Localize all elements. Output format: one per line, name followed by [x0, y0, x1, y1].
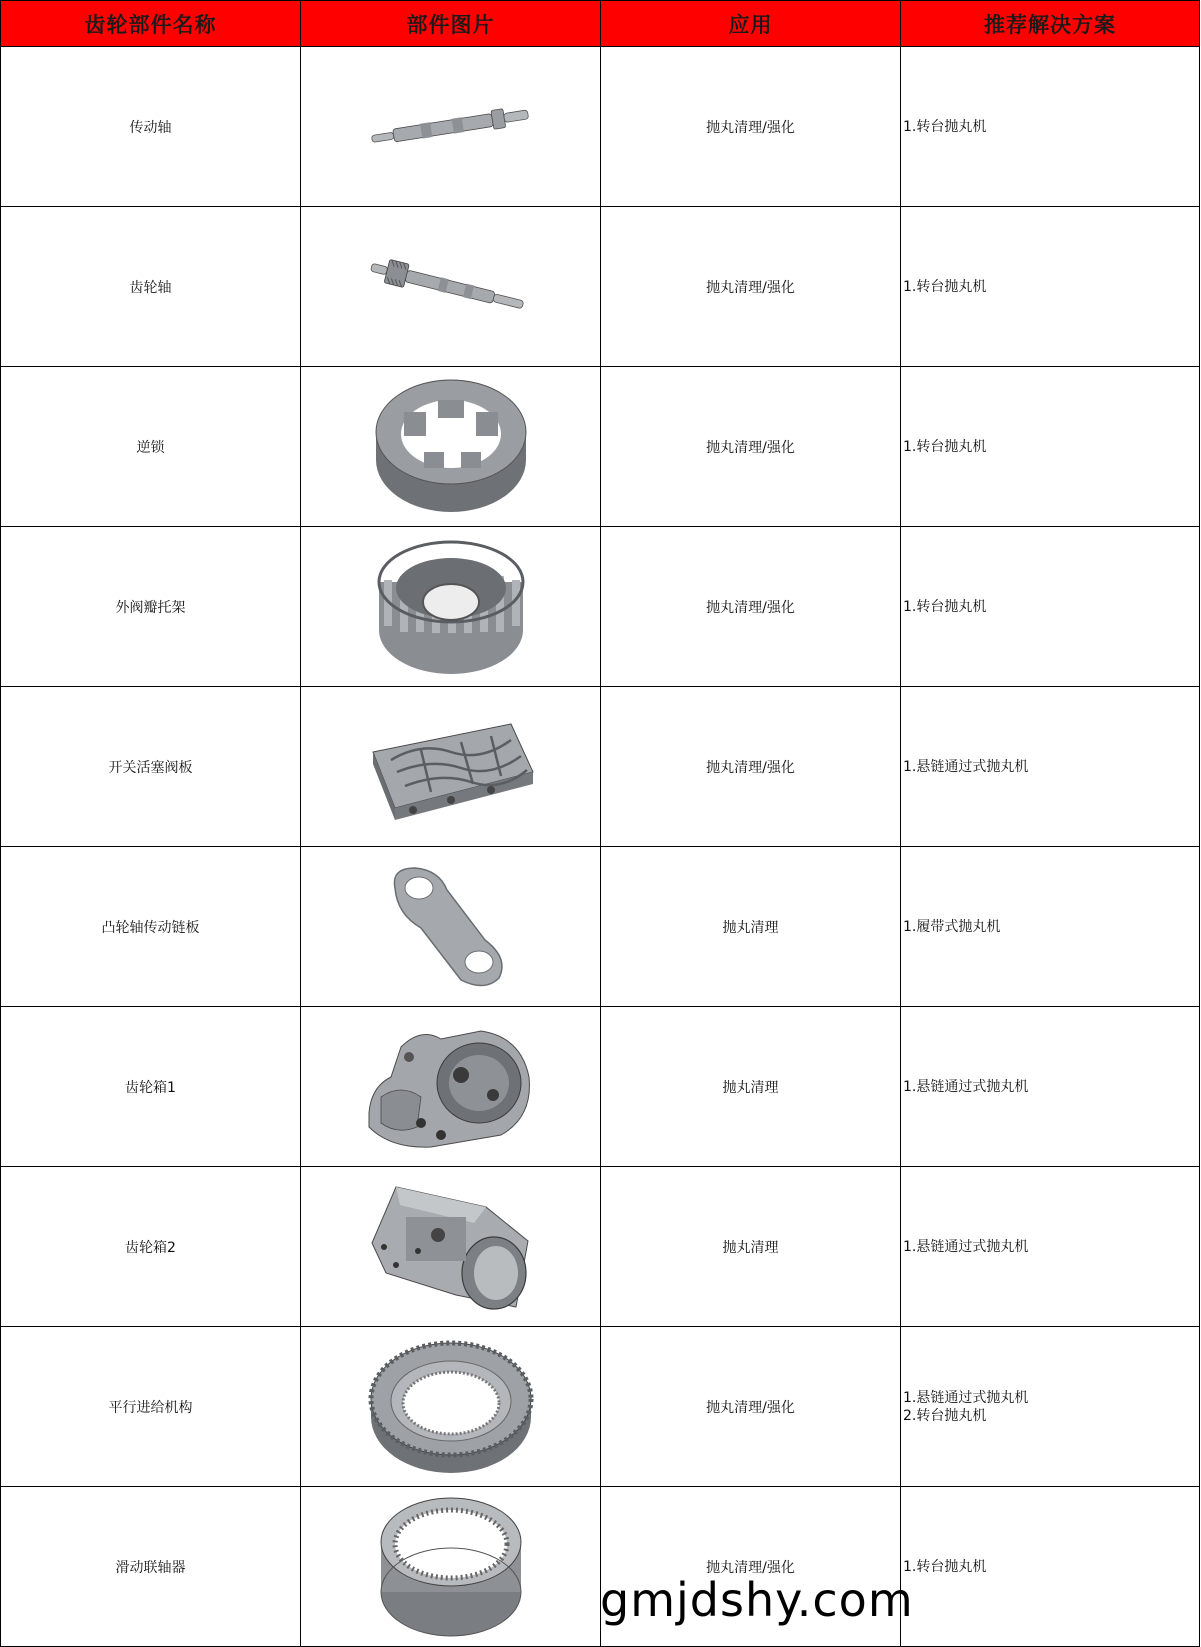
part-name: 齿轮箱2: [1, 1167, 301, 1327]
part-application: 抛丸清理/强化: [601, 47, 901, 207]
part-application: 抛丸清理/强化: [601, 687, 901, 847]
synchro-ring-icon: [366, 1337, 536, 1477]
part-name: 外阀瓣托架: [1, 527, 301, 687]
part-image-cell: [301, 687, 601, 847]
gear-shaft-icon: [361, 247, 541, 327]
part-name: 滑动联轴器: [1, 1487, 301, 1647]
part-image-cell: [301, 1327, 601, 1487]
gearbox-housing-icon: [361, 1017, 541, 1157]
drive-shaft-icon: [361, 97, 541, 157]
part-name: 传动轴: [1, 47, 301, 207]
table-row: [1, 207, 1200, 367]
solution-line: 2.转台抛丸机: [903, 1407, 987, 1424]
solution-line: 1.转台抛丸机: [903, 278, 987, 295]
solution-line: 1.悬链通过式抛丸机: [903, 1238, 1029, 1255]
table-row: [1, 847, 1200, 1007]
part-name: 齿轮箱1: [1, 1007, 301, 1167]
gearbox-housing-2-icon: [366, 1177, 536, 1317]
solution-line: 1.转台抛丸机: [903, 1558, 987, 1575]
part-solution: [901, 367, 1200, 527]
part-application: 抛丸清理/强化: [601, 1327, 901, 1487]
header-part-name: 齿轮部件名称: [1, 1, 301, 47]
header-row: [1, 1, 1200, 47]
solution-line: 1.履带式抛丸机: [903, 918, 1001, 935]
solution-line: 1.悬链通过式抛丸机: [903, 758, 1029, 775]
part-application: 抛丸清理: [601, 1167, 901, 1327]
part-image-cell: [301, 207, 601, 367]
part-application: 抛丸清理/强化: [601, 527, 901, 687]
reverse-lock-ring-icon: [366, 372, 536, 522]
solution-line: 1.转台抛丸机: [903, 118, 987, 135]
table-row: [1, 1167, 1200, 1327]
header-part-image: 部件图片: [301, 1, 601, 47]
part-image-cell: [301, 1167, 601, 1327]
part-name: 逆锁: [1, 367, 301, 527]
part-solution: [901, 687, 1200, 847]
valve-plate-icon: [361, 712, 541, 822]
part-image-cell: [301, 47, 601, 207]
header-solution: 推荐解决方案: [901, 1, 1200, 47]
part-solution: [901, 1487, 1200, 1647]
part-image-cell: [301, 1007, 601, 1167]
table-row: [1, 687, 1200, 847]
part-solution: [901, 847, 1200, 1007]
part-image-cell: [301, 367, 601, 527]
part-name: 开关活塞阀板: [1, 687, 301, 847]
part-image-cell: [301, 847, 601, 1007]
header-application: 应用: [601, 1, 901, 47]
part-application: 抛丸清理/强化: [601, 207, 901, 367]
table-row: [1, 1007, 1200, 1167]
clutch-drum-icon: [366, 532, 536, 682]
part-solution: [901, 1167, 1200, 1327]
part-solution: [901, 47, 1200, 207]
chain-link-plate-icon: [381, 862, 521, 992]
part-solution: [901, 527, 1200, 687]
table-row: [1, 47, 1200, 207]
part-application: 抛丸清理/强化: [601, 367, 901, 527]
site-watermark: gmjdshy.com: [600, 1573, 914, 1627]
part-application: 抛丸清理: [601, 1007, 901, 1167]
table-row: [1, 1327, 1200, 1487]
solution-line: 1.转台抛丸机: [903, 438, 987, 455]
sliding-sleeve-icon: [366, 1492, 536, 1642]
part-name: 齿轮轴: [1, 207, 301, 367]
part-application: 抛丸清理: [601, 847, 901, 1007]
part-name: 平行进给机构: [1, 1327, 301, 1487]
part-image-cell: [301, 1487, 601, 1647]
part-solution: [901, 207, 1200, 367]
part-image-cell: [301, 527, 601, 687]
part-application: 抛丸清理/强化: [601, 1487, 901, 1647]
table-row: [1, 527, 1200, 687]
solution-line: 1.转台抛丸机: [903, 598, 987, 615]
solution-line: 1.悬链通过式抛丸机: [903, 1078, 1029, 1095]
part-solution: [901, 1327, 1200, 1487]
part-solution: [901, 1007, 1200, 1167]
solution-line: 1.悬链通过式抛丸机: [903, 1389, 1029, 1406]
table-row: [1, 367, 1200, 527]
part-name: 凸轮轴传动链板: [1, 847, 301, 1007]
